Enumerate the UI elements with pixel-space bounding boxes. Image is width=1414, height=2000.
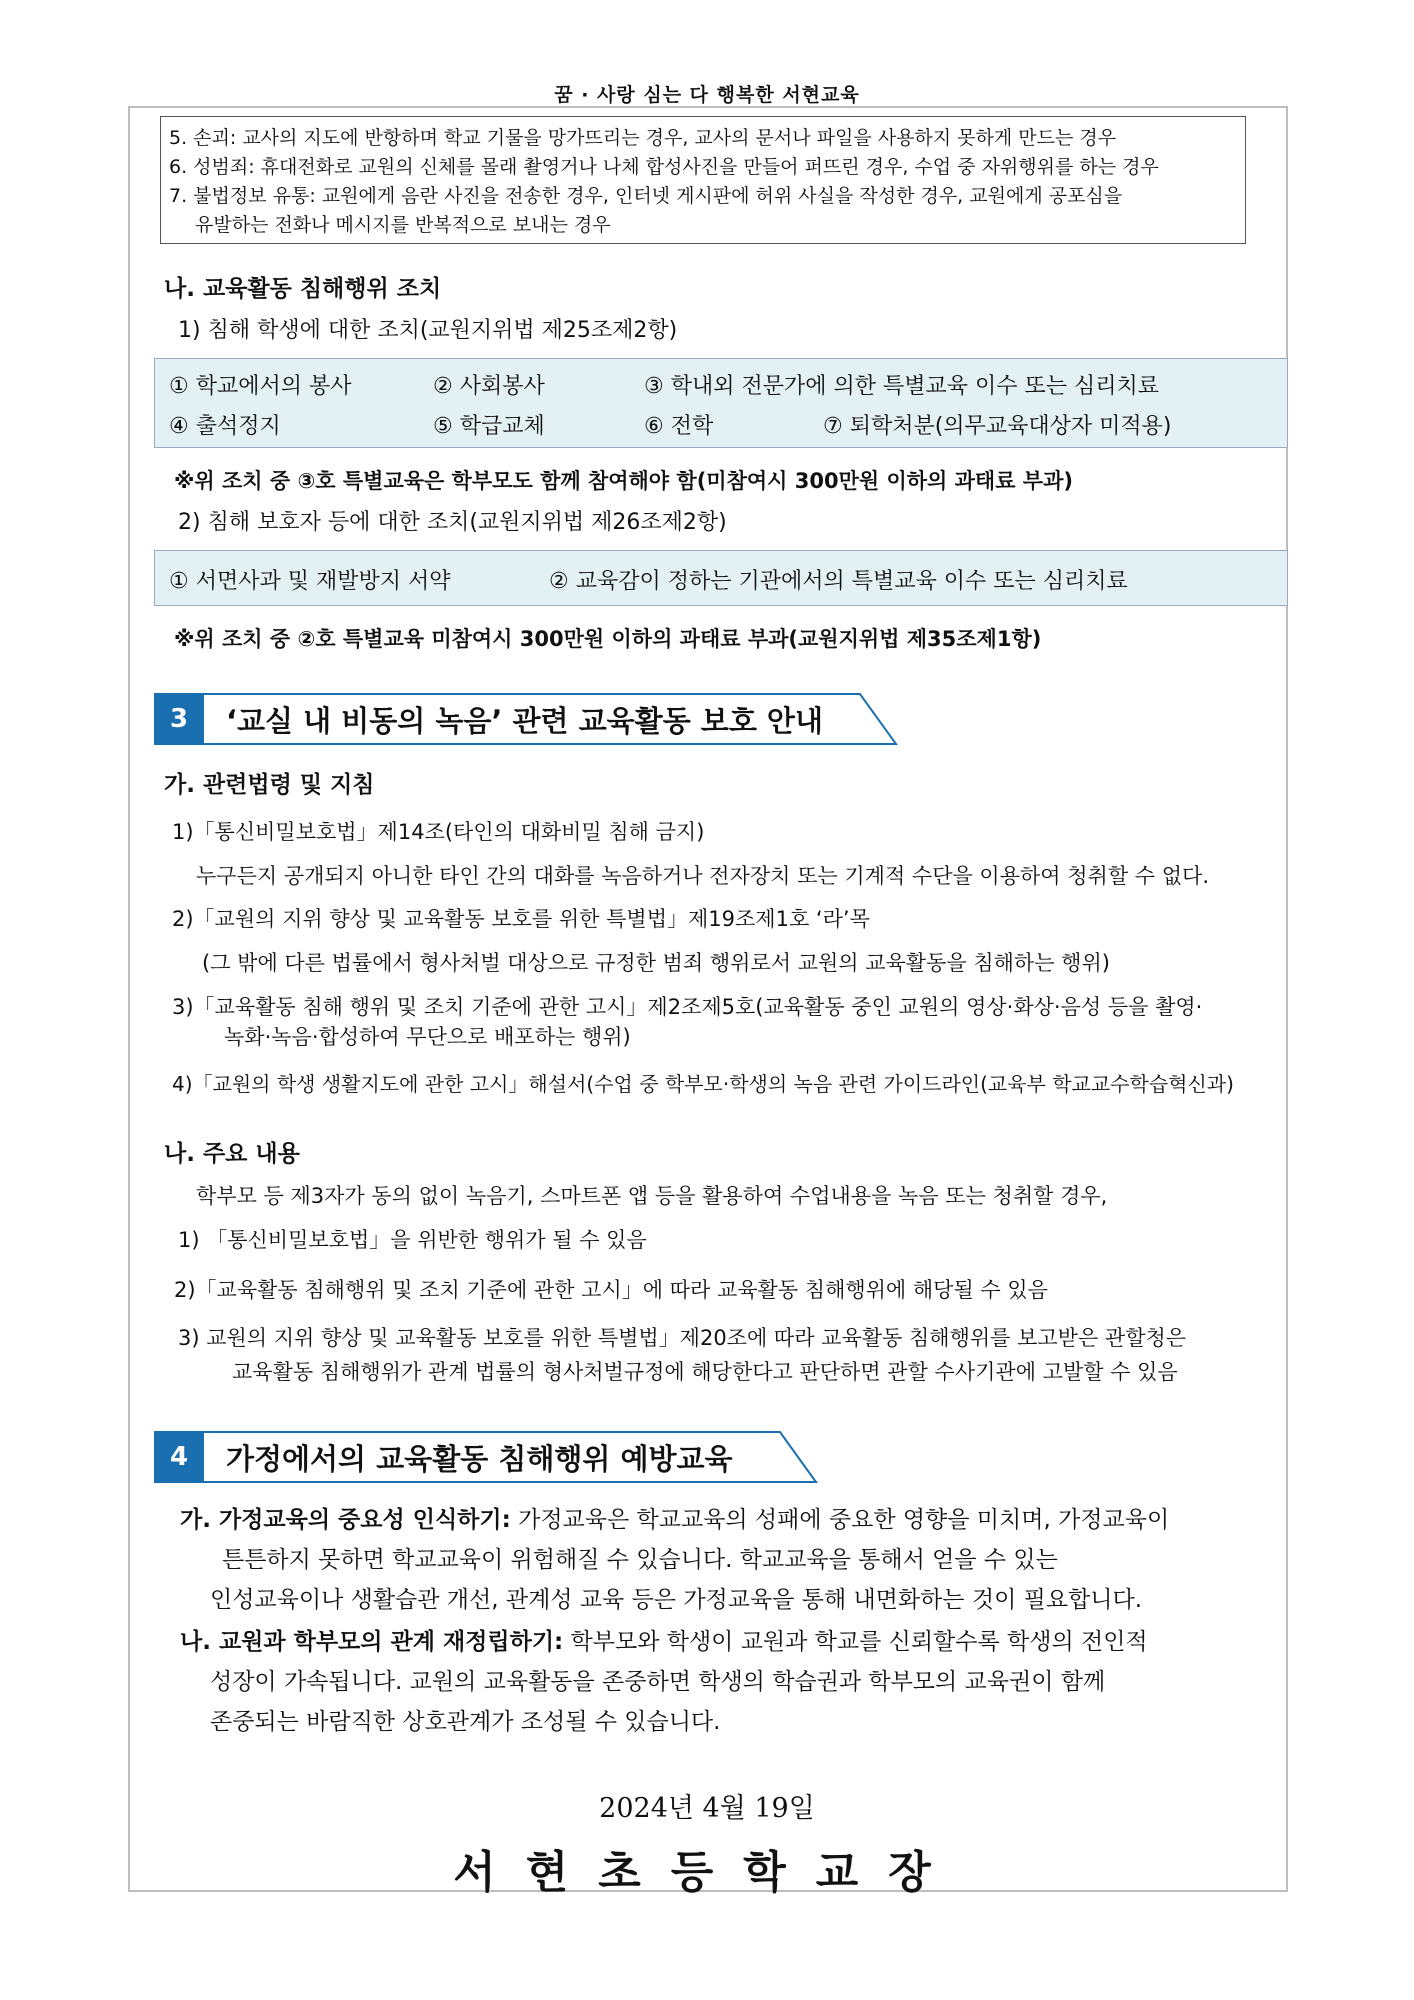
measure-item: ② 사회봉사 — [433, 374, 545, 399]
law-line: 4)「교원의 학생 생활지도에 관한 고시」해설서(수업 중 학부모·학생의 녹음 관련 가이드라인(교육부 학교교수학습혁신과) — [172, 1072, 1234, 1096]
list-item: 5. 손괴: 교사의 지도에 반항하며 학교 기물을 망가뜨리는 경우, 교사의 문서나 파일을 사용하지 못하게 만드는 경우 — [169, 127, 1117, 149]
measure-item: ⑦ 퇴학처분(의무교육대상자 미적용) — [823, 414, 1172, 439]
law-line: 녹화·녹음·합성하여 무단으로 배포하는 행위) — [224, 1025, 631, 1049]
section3-title: ‘교실 내 비동의 녹음’ 관련 교육활동 보호 안내 — [226, 704, 823, 738]
measure-item: ③ 학내외 전문가에 의한 특별교육 이수 또는 심리치료 — [644, 374, 1159, 399]
parent-measures-box — [154, 550, 1288, 606]
measure-item: ① 학교에서의 봉사 — [169, 374, 352, 399]
content-line: 학부모 등 제3자가 동의 없이 녹음기, 스마트폰 앱 등을 활용하여 수업내용을 녹음 또는 청취할 경우, — [196, 1184, 1108, 1208]
heading-main-content: 나. 주요 내용 — [164, 1141, 300, 1167]
list-item: 6. 성범죄: 휴대전화로 교원의 신체를 몰래 촬영거나 나체 합성사진을 만들어 퍼뜨린 경우, 수업 중 자위행위를 하는 경우 — [169, 156, 1159, 178]
signature-principal: 서현초등학교장 — [453, 1847, 961, 1898]
list-item: 유발하는 전화나 메시지를 반복적으로 보내는 경우 — [195, 214, 611, 236]
measure-item: ② 교육감이 정하는 기관에서의 특별교육 이수 또는 심리치료 — [549, 569, 1128, 594]
paragraph-line: 존중되는 바람직한 상호관계가 조성될 수 있습니다. — [210, 1709, 721, 1735]
paragraph-line: 학부모와 학생이 교원과 학교를 신뢰할수록 학생의 전인적 — [570, 1629, 1148, 1655]
page-header: 꿈 · 사랑 심는 다 행복한 서현교육 — [554, 84, 860, 106]
family-education-paragraph — [180, 1500, 1270, 1620]
relationship-paragraph — [180, 1622, 1270, 1742]
paragraph-label: 가. 가정교육의 중요성 인식하기: — [180, 1507, 511, 1533]
list-item: 7. 불법정보 유통: 교원에게 음란 사진을 전송한 경우, 인터넷 게시판에 허위 사실을 작성한 경우, 교원에게 공포심을 — [169, 185, 1123, 207]
section4-number: 4 — [154, 1432, 204, 1482]
document-date: 2024년 4월 19일 — [599, 1793, 815, 1824]
heading-measures: 나. 교육활동 침해행위 조치 — [164, 276, 442, 302]
law-line: (그 밖에 다른 법률에서 형사처벌 대상으로 규정한 범죄 행위로서 교원의 교육활동을 침해하는 행위) — [202, 951, 1110, 975]
content-line: 3) 교원의 지위 향상 및 교육활동 보호를 위한 특별법」제20조에 따라 교육활동 침해행위를 보고받은 관할청은 — [178, 1326, 1187, 1350]
violation-list-box — [160, 116, 1246, 244]
measure-item: ⑤ 학급교체 — [433, 414, 545, 439]
content-line: 2)「교육활동 침해행위 및 조치 기준에 관한 고시」에 따라 교육활동 침해행위에 해당될 수 있음 — [174, 1278, 1048, 1302]
paragraph-line: 튼튼하지 못하면 학교교육이 위험해질 수 있습니다. 학교교육을 통해서 얻을 수 있는 — [222, 1547, 1058, 1573]
heading-related-laws: 가. 관련법령 및 지침 — [164, 772, 375, 798]
measure-item: ① 서면사과 및 재발방지 서약 — [169, 569, 451, 594]
law-line: 누구든지 공개되지 아니한 타인 간의 대화를 녹음하거나 전자장치 또는 기계적 수단을 이용하여 청취할 수 없다. — [196, 864, 1209, 888]
subheading-student: 1) 침해 학생에 대한 조치(교원지위법 제25조제2항) — [178, 318, 678, 343]
student-measures-box — [154, 358, 1288, 448]
measure-item: ⑥ 전학 — [644, 414, 714, 439]
subheading-parent: 2) 침해 보호자 등에 대한 조치(교원지위법 제26조제2항) — [178, 510, 727, 535]
note-parent: ※위 조치 중 ②호 특별교육 미참여시 300만원 이하의 과태료 부과(교원지위법 제35조제1항) — [174, 627, 1042, 651]
section3-number: 3 — [154, 694, 204, 744]
paragraph-label: 나. 교원과 학부모의 관계 재정립하기: — [180, 1629, 564, 1655]
measure-item: ④ 출석정지 — [169, 414, 281, 439]
content-line: 1) 「통신비밀보호법」을 위반한 행위가 될 수 있음 — [178, 1228, 647, 1252]
paragraph-line: 성장이 가속됩니다. 교원의 교육활동을 존중하면 학생의 학습권과 학부모의 교육권이 함께 — [210, 1669, 1106, 1695]
paragraph-line: 가정교육은 학교교육의 성패에 중요한 영향을 미치며, 가정교육이 — [518, 1507, 1170, 1533]
content-line: 교육활동 침해행위가 관계 법률의 형사처벌규정에 해당한다고 판단하면 관할 수사기관에 고발할 수 있음 — [232, 1360, 1178, 1384]
section4-title: 가정에서의 교육활동 침해행위 예방교육 — [226, 1442, 733, 1476]
law-line: 1)「통신비밀보호법」제14조(타인의 대화비밀 침해 금지) — [172, 820, 705, 844]
law-line: 2)「교원의 지위 향상 및 교육활동 보호를 위한 특별법」제19조제1호 ‘라’목 — [172, 907, 870, 931]
paragraph-line: 인성교육이나 생활습관 개선, 관계성 교육 등은 가정교육을 통해 내면화하는 것이 필요합니다. — [210, 1587, 1143, 1613]
note-student: ※위 조치 중 ③호 특별교육은 학부모도 함께 참여해야 함(미참여시 300만원 이하의 과태료 부과) — [174, 469, 1073, 493]
law-line: 3)「교육활동 침해 행위 및 조치 기준에 관한 고시」제2조제5호(교육활동 중인 교원의 영상·화상·음성 등을 촬영· — [172, 995, 1203, 1019]
